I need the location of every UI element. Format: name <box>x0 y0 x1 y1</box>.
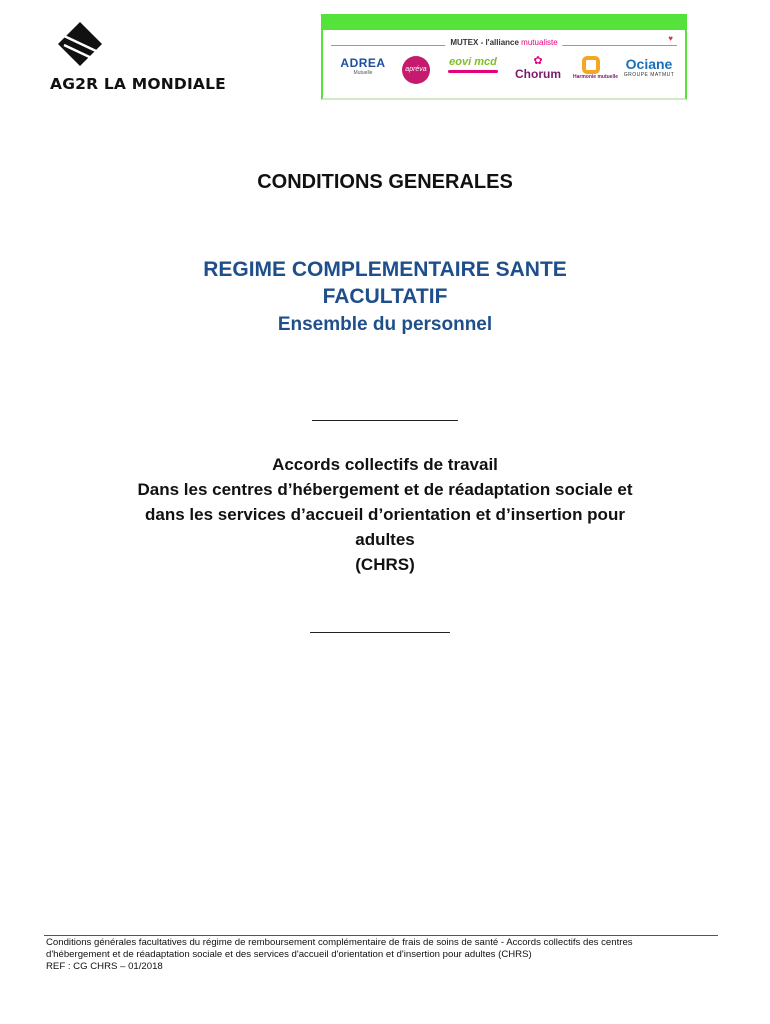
partner-name-apreva: apréva <box>405 66 427 73</box>
partner-name-ociane: Ociane <box>625 56 673 72</box>
mutex-partner-banner <box>321 14 687 100</box>
partner-sub-adrea: Mutuelle <box>353 70 373 76</box>
heart-badge-icon: ♥ <box>668 34 673 43</box>
separator-rule <box>310 632 450 633</box>
regime-title-line-2: FACULTATIF <box>322 285 448 308</box>
regime-title <box>0 256 770 310</box>
mutex-label-accent: mutualiste <box>521 38 558 47</box>
partner-logo-chorum <box>509 56 567 81</box>
regime-title-line-1: REGIME COMPLEMENTAIRE SANTE <box>203 258 567 281</box>
footer-note <box>46 937 716 973</box>
chorum-figures-icon: ✿ <box>533 55 543 67</box>
partner-logo-apreva <box>398 56 434 84</box>
ag2r-logo <box>50 22 250 96</box>
partner-logo-harmonie <box>573 56 619 80</box>
footer-reference: REF : CG CHRS – 01/2018 <box>46 961 163 972</box>
partner-logo-adrea <box>337 56 389 76</box>
partner-sub-ociane: GROUPE MATMUT <box>623 72 675 78</box>
partner-logo-eovi <box>441 56 505 73</box>
accords-line-2: Dans les centres d’hébergement et de réadaptation sociale et <box>137 480 633 499</box>
accords-line-4: adultes <box>355 530 415 549</box>
mutex-label-prefix: MUTEX - l'alliance <box>450 38 519 47</box>
partner-logo-ociane <box>617 56 681 78</box>
document-title: CONDITIONS GENERALES <box>257 171 513 193</box>
footer-line-2: d'hébergement et de réadaptation sociale et des services d'accueil d'orientation et d'insertion pour adultes (CHRS) <box>46 949 532 960</box>
ag2r-logo-text: AG2R LA MONDIALE <box>50 75 226 93</box>
accords-line-1: Accords collectifs de travail <box>272 455 498 474</box>
eovi-swoosh-icon <box>448 70 498 73</box>
regime-subtitle: Ensemble du personnel <box>277 314 493 335</box>
harmonie-hexagon-icon <box>582 56 600 74</box>
partner-name-eovi: eovi mcd <box>449 56 497 68</box>
separator-rule <box>312 420 458 421</box>
accords-block <box>0 452 770 577</box>
footer-divider <box>44 935 718 936</box>
partner-name-harmonie: Harmonie mutuelle <box>573 74 619 80</box>
partner-name-adrea: ADREA <box>340 56 386 70</box>
accords-line-3: dans les services d’accueil d’orientation et d’insertion pour <box>145 505 625 524</box>
mutex-alliance-label <box>445 38 562 47</box>
footer-line-1: Conditions générales facultatives du régime de remboursement complémentaire de frais de soins de santé - Accords collectifs des centres <box>46 937 633 948</box>
ag2r-logo-mark-icon <box>52 22 108 72</box>
accords-line-5: (CHRS) <box>355 555 415 574</box>
partner-name-chorum: Chorum <box>515 67 561 81</box>
